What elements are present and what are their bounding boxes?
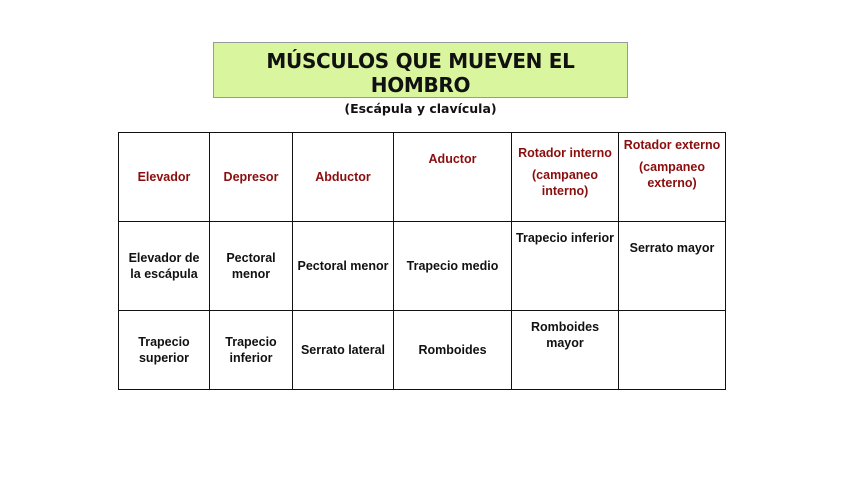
header-sublabel: (campaneo externo) [639,160,705,190]
table-cell [619,311,726,390]
table-cell: Pectoral menor [210,222,293,311]
table-cell: Trapecio superior [119,311,210,390]
header-label: Rotador interno [518,146,612,160]
page-subtitle: (Escápula y clavícula) [344,101,497,116]
table-cell: Romboides mayor [512,311,619,390]
header-cell [293,133,394,222]
header-label: Elevador [137,170,191,184]
table-cell: Elevador de la escápula [119,222,210,311]
table-header-row [119,133,726,222]
page-title: MÚSCULOS QUE MUEVEN EL HOMBRO [266,49,575,97]
muscles-table [118,132,726,390]
title-box [213,42,628,116]
header-cell [119,133,210,222]
table-cell: Serrato mayor [619,222,726,311]
header-cell [394,133,512,222]
header-sublabel: (campaneo interno) [532,168,598,198]
table-cell: Pectoral menor [293,222,394,311]
table-cell: Trapecio medio [394,222,512,311]
header-cell [210,133,293,222]
table-cell: Romboides [394,311,512,390]
header-label: Rotador externo [623,138,721,152]
table-cell: Serrato lateral [293,311,394,390]
table-row [119,311,726,390]
header-label: Aductor [428,152,477,166]
header-label: Depresor [223,170,279,184]
table-cell: Trapecio inferior [210,311,293,390]
table-cell: Trapecio inferior [512,222,619,311]
header-label: Abductor [315,170,371,184]
table-row [119,222,726,311]
header-cell [512,133,619,222]
header-cell [619,133,726,222]
